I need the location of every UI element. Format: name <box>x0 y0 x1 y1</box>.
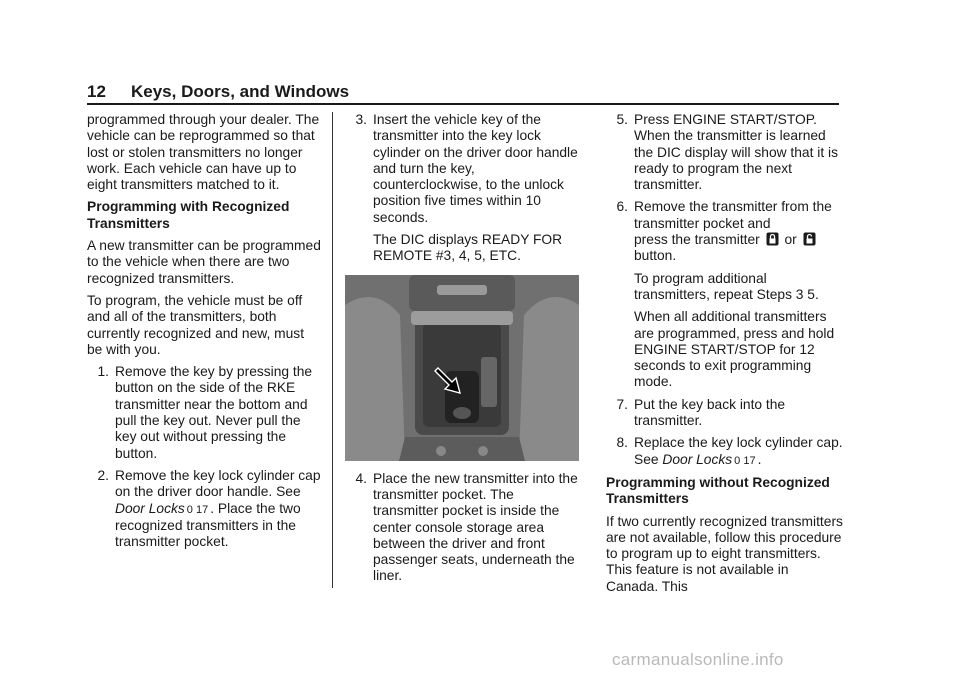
step-number: 3. <box>355 112 367 127</box>
paragraph: To program, the vehicle must be off and all of the transmitters, both currently recognized and new, must be with you. <box>87 292 305 357</box>
paragraph: A new transmitter can be programmed to the vehicle when there are two recognized transmitters. <box>87 238 321 286</box>
column-1 <box>87 112 323 556</box>
section-heading-without-recognized: Programming without Recognized Transmitters <box>606 474 830 507</box>
step-text: Remove the transmitter from the transmitter pocket and press the transmitter or button. <box>634 199 832 264</box>
steps-list <box>345 112 581 226</box>
paragraph: If two currently recognized transmitters are not available, follow this procedure to program up to eight transmitters. This feature is not available in Canada. This <box>606 513 843 594</box>
door-locks-link[interactable]: Door Locks <box>662 451 733 467</box>
steps-list <box>606 397 844 469</box>
step-number: 5. <box>616 112 628 127</box>
watermark: carmanualsonline.info <box>612 650 784 669</box>
step-number: 7. <box>616 396 628 412</box>
console-figure <box>345 275 579 461</box>
header-rule <box>87 103 839 105</box>
step-sub-paragraph: When all additional transmitters are programmed, press and hold ENGINE START/STOP for 12 seconds to exit programming mode. <box>634 309 835 390</box>
step-number: 4. <box>355 470 367 486</box>
step-text: Place the new transmitter into the transmitter pocket. The transmitter pocket is inside the center console storage area between the driver and front passenger seats, underneath the liner. <box>373 470 578 584</box>
chapter-title: Keys, Doors, and Windows <box>131 82 350 101</box>
step-8 <box>606 435 844 469</box>
step-text: Remove the key lock cylinder cap on the driver door handle. See Door Locks 0 17 . Place the two recognized transmitters in the transmitter pocket. <box>115 467 321 550</box>
step-text: Replace the key lock cylinder cap. See Door Locks 0 17 . <box>634 435 843 467</box>
step-text: Press ENGINE START/STOP. When the transmitter is learned the DIC display will show that it is ready to program the next transmitter. <box>634 112 838 193</box>
column-2 <box>345 112 581 591</box>
step-text: Put the key back into the transmitter. <box>634 396 786 429</box>
step-number: 2. <box>97 467 109 483</box>
step-sub-paragraph: To program additional transmitters, repeat Steps 3 5. <box>634 270 819 302</box>
section-heading-recognized: Programming with Recognized Transmitters <box>87 199 290 231</box>
step-3 <box>345 112 581 226</box>
step-text: Insert the vehicle key of the transmitter into the key lock cylinder on the driver door handle and turn the key, counterclockwise, to the unlock position five times within 10 seconds. <box>373 112 578 225</box>
step-text: Remove the key by pressing the button on the side of the RKE transmitter near the bottom and pull the key out. Never pull the key out without pressing the button. <box>115 364 313 461</box>
step-7 <box>606 397 844 430</box>
console-illustration <box>345 275 579 461</box>
unlock-icon <box>803 232 816 246</box>
door-locks-link[interactable]: Door Locks <box>115 500 185 516</box>
step-1 <box>87 364 323 462</box>
step-sub-paragraph: The DIC displays READY FOR REMOTE #3, 4, 5, ETC. <box>373 232 563 264</box>
step-5 <box>606 112 844 193</box>
column-divider <box>332 112 333 588</box>
page-number: 12 <box>87 82 106 101</box>
page-reference: 0 17 <box>734 454 756 467</box>
step-number: 6. <box>616 199 628 215</box>
column-3 <box>606 112 844 601</box>
step-6 <box>606 199 844 264</box>
step-4 <box>345 471 581 585</box>
lock-icon <box>766 232 779 246</box>
step-2 <box>87 468 323 550</box>
step-number: 1. <box>97 364 109 380</box>
page-reference: 0 17 <box>186 503 209 516</box>
steps-list <box>606 112 844 265</box>
steps-list <box>87 364 323 550</box>
intro-paragraph: programmed through your dealer. The vehicle can be reprogrammed so that lost or stolen transmitters no longer work. Each vehicle can have up to eight transmitters matched to it. <box>87 112 320 193</box>
step-number: 8. <box>616 435 628 451</box>
steps-list <box>345 471 581 585</box>
